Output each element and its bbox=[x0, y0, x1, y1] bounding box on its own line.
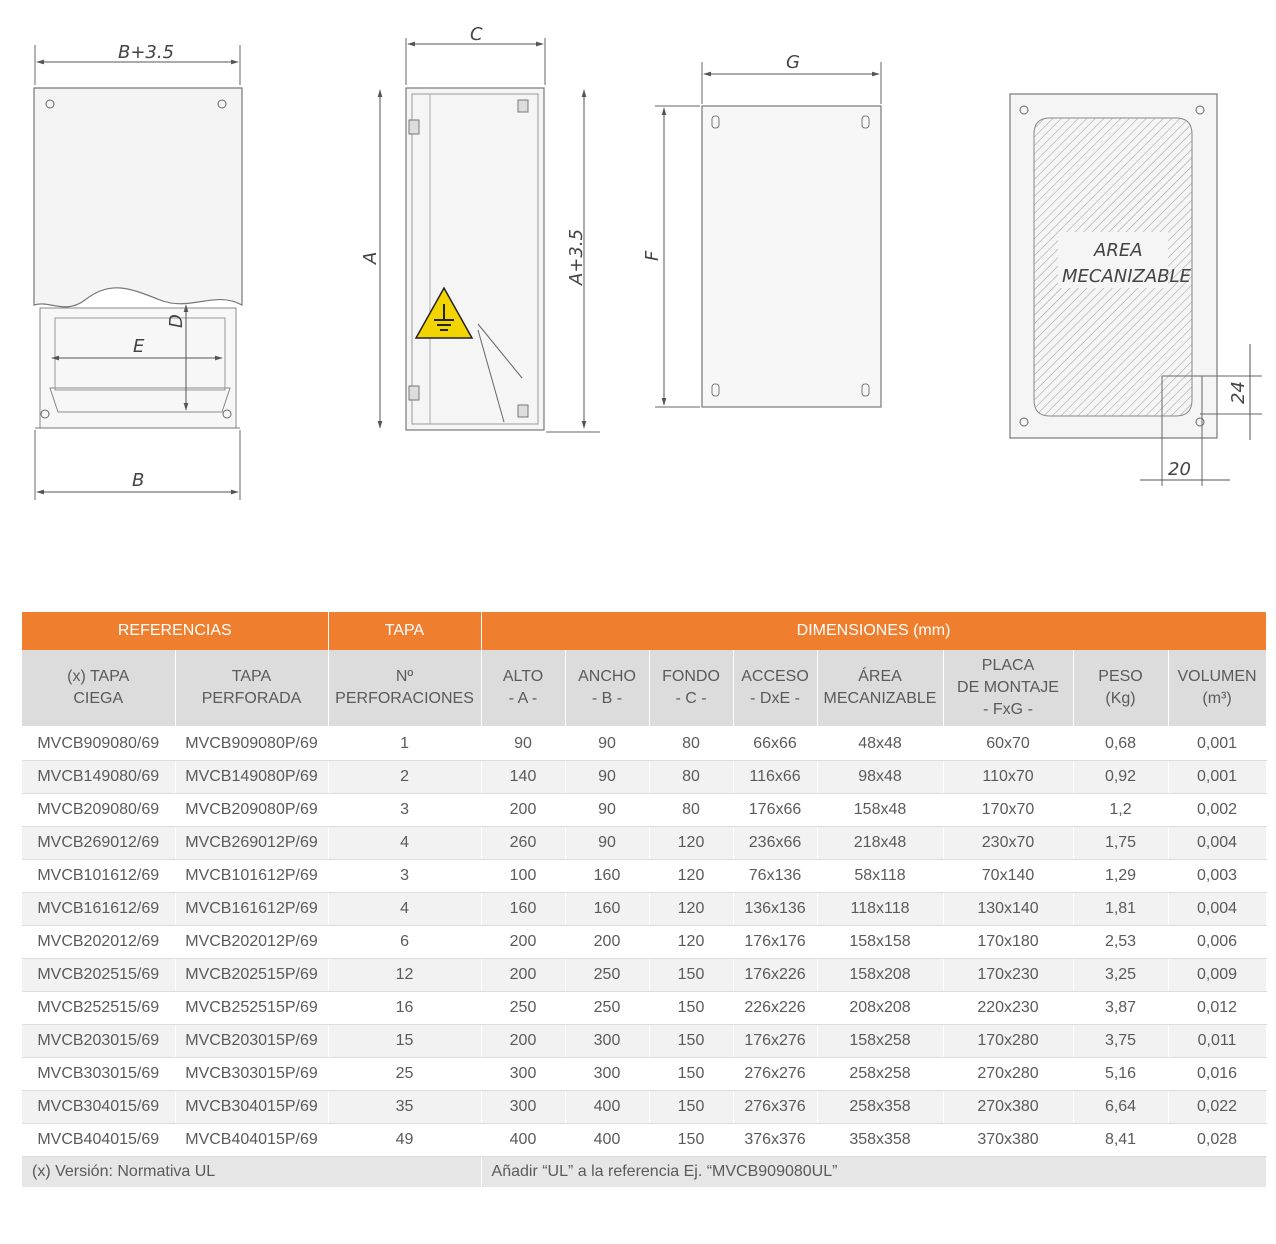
col-peso-cell: 1,75 bbox=[1073, 827, 1168, 860]
col-acceso-cell: 116x66 bbox=[733, 761, 817, 794]
col-placa-montaje-cell: 170x280 bbox=[943, 1025, 1073, 1058]
col-tapa-ciega-cell: MVCB269012/69 bbox=[22, 827, 175, 860]
col-acceso-cell: 376x376 bbox=[733, 1124, 817, 1157]
col-placa-montaje-cell: 270x280 bbox=[943, 1058, 1073, 1091]
header-referencias: REFERENCIAS bbox=[22, 612, 328, 650]
col-ancho-cell: 400 bbox=[565, 1091, 649, 1124]
col-volumen-cell: 0,004 bbox=[1168, 827, 1266, 860]
dim-a-label: A bbox=[360, 251, 381, 264]
header-line: - FxG - bbox=[983, 701, 1033, 718]
mounting-plate-drawing bbox=[642, 52, 881, 407]
col-tapa-perforada-cell: MVCB303015P/69 bbox=[175, 1058, 328, 1091]
table-row bbox=[22, 794, 1266, 827]
col-fondo-cell: 150 bbox=[649, 1124, 733, 1157]
table-row bbox=[22, 761, 1266, 794]
col-ancho-cell: 250 bbox=[565, 992, 649, 1025]
col-ancho-cell: 90 bbox=[565, 727, 649, 761]
col-peso-cell: 2,53 bbox=[1073, 926, 1168, 959]
col-ancho-header bbox=[565, 650, 649, 727]
dim-20-label: 20 bbox=[1168, 459, 1191, 480]
side-view-drawing bbox=[360, 24, 600, 432]
col-peso-cell: 5,16 bbox=[1073, 1058, 1168, 1091]
col-alto-cell: 260 bbox=[481, 827, 565, 860]
group-header-row bbox=[22, 612, 1266, 650]
col-tapa-ciega-cell: MVCB909080/69 bbox=[22, 727, 175, 761]
col-placa-montaje-cell: 70x140 bbox=[943, 860, 1073, 893]
col-placa-montaje-cell: 170x70 bbox=[943, 794, 1073, 827]
col-placa-montaje-cell: 170x180 bbox=[943, 926, 1073, 959]
dim-e-label: E bbox=[133, 336, 145, 357]
col-alto-cell: 300 bbox=[481, 1091, 565, 1124]
col-ancho-cell: 300 bbox=[565, 1025, 649, 1058]
col-tapa-ciega-header bbox=[22, 650, 175, 727]
column-header-row bbox=[22, 650, 1266, 727]
col-area-mecanizable-cell: 208x208 bbox=[817, 992, 943, 1025]
table-body bbox=[22, 727, 1266, 1157]
col-alto-cell: 200 bbox=[481, 959, 565, 992]
col-volumen-cell: 0,011 bbox=[1168, 1025, 1266, 1058]
table-row bbox=[22, 1091, 1266, 1124]
col-placa-montaje-header bbox=[943, 650, 1073, 727]
col-area-mecanizable-header bbox=[817, 650, 943, 727]
col-ancho-cell: 400 bbox=[565, 1124, 649, 1157]
col-alto-cell: 200 bbox=[481, 794, 565, 827]
col-acceso-cell: 136x136 bbox=[733, 893, 817, 926]
col-acceso-cell: 276x276 bbox=[733, 1058, 817, 1091]
col-tapa-perforada-cell: MVCB101612P/69 bbox=[175, 860, 328, 893]
col-alto-header bbox=[481, 650, 565, 727]
col-fondo-cell: 120 bbox=[649, 893, 733, 926]
col-tapa-perforada-cell: MVCB202515P/69 bbox=[175, 959, 328, 992]
col-placa-montaje-cell: 170x230 bbox=[943, 959, 1073, 992]
header-line: PLACA bbox=[981, 657, 1035, 674]
col-volumen-cell: 0,001 bbox=[1168, 761, 1266, 794]
col-area-mecanizable-cell: 158x48 bbox=[817, 794, 943, 827]
col-area-mecanizable-cell: 258x358 bbox=[817, 1091, 943, 1124]
col-tapa-perforada-cell: MVCB149080P/69 bbox=[175, 761, 328, 794]
header-line: DE MONTAJE bbox=[957, 679, 1059, 696]
col-tapa-perforada-cell: MVCB909080P/69 bbox=[175, 727, 328, 761]
col-alto-cell: 250 bbox=[481, 992, 565, 1025]
col-peso-cell: 0,92 bbox=[1073, 761, 1168, 794]
col-tapa-ciega-cell: MVCB304015/69 bbox=[22, 1091, 175, 1124]
dim-b35-label: B+3.5 bbox=[118, 42, 175, 63]
header-line: ÁREA bbox=[858, 668, 902, 685]
col-area-mecanizable-cell: 98x48 bbox=[817, 761, 943, 794]
header-line: ACCESO bbox=[741, 668, 809, 685]
col-perforaciones-cell: 15 bbox=[328, 1025, 481, 1058]
header-line: MECANIZABLE bbox=[823, 690, 937, 707]
col-alto-cell: 200 bbox=[481, 1025, 565, 1058]
col-acceso-cell: 176x66 bbox=[733, 794, 817, 827]
col-volumen-cell: 0,028 bbox=[1168, 1124, 1266, 1157]
col-peso-cell: 3,75 bbox=[1073, 1025, 1168, 1058]
col-ancho-cell: 250 bbox=[565, 959, 649, 992]
machinable-area-label-2: MECANIZABLE bbox=[1062, 266, 1191, 287]
col-tapa-perforada-cell: MVCB202012P/69 bbox=[175, 926, 328, 959]
table-row bbox=[22, 860, 1266, 893]
col-perforaciones-cell: 25 bbox=[328, 1058, 481, 1091]
dim-d-label: D bbox=[166, 314, 187, 328]
col-tapa-ciega-cell: MVCB404015/69 bbox=[22, 1124, 175, 1157]
table-row bbox=[22, 1058, 1266, 1091]
col-perforaciones-header bbox=[328, 650, 481, 727]
col-acceso-cell: 226x226 bbox=[733, 992, 817, 1025]
col-fondo-cell: 150 bbox=[649, 1091, 733, 1124]
col-area-mecanizable-cell: 158x208 bbox=[817, 959, 943, 992]
header-line: (x) TAPA bbox=[67, 668, 130, 685]
col-peso-cell: 3,25 bbox=[1073, 959, 1168, 992]
col-fondo-cell: 120 bbox=[649, 926, 733, 959]
col-perforaciones-cell: 16 bbox=[328, 992, 481, 1025]
col-fondo-cell: 120 bbox=[649, 860, 733, 893]
col-perforaciones-cell: 4 bbox=[328, 827, 481, 860]
col-tapa-perforada-cell: MVCB304015P/69 bbox=[175, 1091, 328, 1124]
table-row bbox=[22, 992, 1266, 1025]
col-tapa-ciega-cell: MVCB303015/69 bbox=[22, 1058, 175, 1091]
col-placa-montaje-cell: 60x70 bbox=[943, 727, 1073, 761]
col-area-mecanizable-cell: 58x118 bbox=[817, 860, 943, 893]
col-perforaciones-cell: 3 bbox=[328, 794, 481, 827]
col-peso-cell: 1,29 bbox=[1073, 860, 1168, 893]
col-area-mecanizable-cell: 218x48 bbox=[817, 827, 943, 860]
col-volumen-cell: 0,001 bbox=[1168, 727, 1266, 761]
note-row bbox=[22, 1157, 1266, 1188]
dimensions-table bbox=[22, 612, 1267, 1187]
machinable-area-label-1: AREA bbox=[1094, 240, 1143, 261]
col-volumen-cell: 0,016 bbox=[1168, 1058, 1266, 1091]
header-line: ALTO bbox=[502, 668, 544, 685]
col-tapa-perforada-cell: MVCB209080P/69 bbox=[175, 794, 328, 827]
table-row bbox=[22, 1124, 1266, 1157]
technical-drawings bbox=[0, 0, 1276, 540]
col-placa-montaje-cell: 270x380 bbox=[943, 1091, 1073, 1124]
header-line: TAPA bbox=[231, 668, 272, 685]
dim-c-label: C bbox=[470, 24, 483, 45]
col-peso-cell: 0,68 bbox=[1073, 727, 1168, 761]
col-fondo-cell: 150 bbox=[649, 959, 733, 992]
col-alto-cell: 400 bbox=[481, 1124, 565, 1157]
col-tapa-perforada-cell: MVCB404015P/69 bbox=[175, 1124, 328, 1157]
col-tapa-ciega-cell: MVCB252515/69 bbox=[22, 992, 175, 1025]
col-area-mecanizable-cell: 258x258 bbox=[817, 1058, 943, 1091]
col-fondo-cell: 80 bbox=[649, 727, 733, 761]
header-line: CIEGA bbox=[73, 690, 124, 707]
col-fondo-cell: 150 bbox=[649, 1058, 733, 1091]
col-placa-montaje-cell: 220x230 bbox=[943, 992, 1073, 1025]
col-peso-cell: 6,64 bbox=[1073, 1091, 1168, 1124]
col-alto-cell: 160 bbox=[481, 893, 565, 926]
col-tapa-perforada-cell: MVCB203015P/69 bbox=[175, 1025, 328, 1058]
col-tapa-ciega-cell: MVCB161612/69 bbox=[22, 893, 175, 926]
col-alto-cell: 300 bbox=[481, 1058, 565, 1091]
header-line: PERFORACIONES bbox=[335, 690, 474, 707]
col-tapa-ciega-cell: MVCB101612/69 bbox=[22, 860, 175, 893]
col-volumen-cell: 0,003 bbox=[1168, 860, 1266, 893]
header-line: FONDO bbox=[662, 668, 720, 685]
col-tapa-ciega-cell: MVCB202515/69 bbox=[22, 959, 175, 992]
col-fondo-cell: 80 bbox=[649, 761, 733, 794]
header-line: (m³) bbox=[1202, 690, 1232, 707]
col-ancho-cell: 160 bbox=[565, 860, 649, 893]
col-tapa-ciega-cell: MVCB203015/69 bbox=[22, 1025, 175, 1058]
col-peso-cell: 8,41 bbox=[1073, 1124, 1168, 1157]
col-perforaciones-cell: 3 bbox=[328, 860, 481, 893]
col-peso-cell: 3,87 bbox=[1073, 992, 1168, 1025]
table-row bbox=[22, 893, 1266, 926]
header-dimensiones: DIMENSIONES (mm) bbox=[481, 612, 1266, 650]
header-line: - C - bbox=[675, 690, 707, 707]
header-tapa: TAPA bbox=[328, 612, 481, 650]
dim-24-label: 24 bbox=[1228, 381, 1249, 404]
col-acceso-cell: 236x66 bbox=[733, 827, 817, 860]
col-fondo-cell: 80 bbox=[649, 794, 733, 827]
dim-f-label: F bbox=[642, 250, 663, 261]
header-line: PERFORADA bbox=[201, 690, 302, 707]
dim-a35-label: A+3.5 bbox=[566, 228, 587, 285]
col-acceso-cell: 176x226 bbox=[733, 959, 817, 992]
col-ancho-cell: 300 bbox=[565, 1058, 649, 1091]
header-line: ANCHO bbox=[578, 668, 636, 685]
header-line: - A - bbox=[508, 690, 538, 707]
col-fondo-header bbox=[649, 650, 733, 727]
col-area-mecanizable-cell: 358x358 bbox=[817, 1124, 943, 1157]
col-acceso-cell: 276x376 bbox=[733, 1091, 817, 1124]
col-alto-cell: 200 bbox=[481, 926, 565, 959]
col-ancho-cell: 90 bbox=[565, 827, 649, 860]
col-fondo-cell: 150 bbox=[649, 992, 733, 1025]
col-tapa-perforada-cell: MVCB252515P/69 bbox=[175, 992, 328, 1025]
col-volumen-cell: 0,002 bbox=[1168, 794, 1266, 827]
col-perforaciones-cell: 12 bbox=[328, 959, 481, 992]
col-tapa-ciega-cell: MVCB202012/69 bbox=[22, 926, 175, 959]
header-line: PESO bbox=[1098, 668, 1143, 685]
col-alto-cell: 100 bbox=[481, 860, 565, 893]
col-placa-montaje-cell: 370x380 bbox=[943, 1124, 1073, 1157]
col-alto-cell: 140 bbox=[481, 761, 565, 794]
col-placa-montaje-cell: 130x140 bbox=[943, 893, 1073, 926]
col-placa-montaje-cell: 110x70 bbox=[943, 761, 1073, 794]
col-perforaciones-cell: 6 bbox=[328, 926, 481, 959]
col-acceso-cell: 66x66 bbox=[733, 727, 817, 761]
col-volumen-cell: 0,012 bbox=[1168, 992, 1266, 1025]
col-fondo-cell: 150 bbox=[649, 1025, 733, 1058]
col-ancho-cell: 90 bbox=[565, 761, 649, 794]
table-row bbox=[22, 1025, 1266, 1058]
col-tapa-ciega-cell: MVCB149080/69 bbox=[22, 761, 175, 794]
col-volumen-cell: 0,004 bbox=[1168, 893, 1266, 926]
col-placa-montaje-cell: 230x70 bbox=[943, 827, 1073, 860]
header-line: - B - bbox=[591, 690, 623, 707]
col-area-mecanizable-cell: 158x258 bbox=[817, 1025, 943, 1058]
col-ancho-cell: 160 bbox=[565, 893, 649, 926]
col-volumen-cell: 0,009 bbox=[1168, 959, 1266, 992]
col-perforaciones-cell: 1 bbox=[328, 727, 481, 761]
col-volumen-cell: 0,022 bbox=[1168, 1091, 1266, 1124]
col-fondo-cell: 120 bbox=[649, 827, 733, 860]
col-peso-cell: 1,81 bbox=[1073, 893, 1168, 926]
header-line: Nº bbox=[395, 668, 414, 685]
col-perforaciones-cell: 49 bbox=[328, 1124, 481, 1157]
col-area-mecanizable-cell: 158x158 bbox=[817, 926, 943, 959]
dim-b-label: B bbox=[132, 470, 145, 491]
col-perforaciones-cell: 35 bbox=[328, 1091, 481, 1124]
col-alto-cell: 90 bbox=[481, 727, 565, 761]
table-row bbox=[22, 827, 1266, 860]
col-peso-header bbox=[1073, 650, 1168, 727]
col-tapa-perforada-cell: MVCB269012P/69 bbox=[175, 827, 328, 860]
col-ancho-cell: 90 bbox=[565, 794, 649, 827]
machinable-area-drawing bbox=[1010, 94, 1262, 486]
col-tapa-perforada-cell: MVCB161612P/69 bbox=[175, 893, 328, 926]
col-acceso-cell: 176x276 bbox=[733, 1025, 817, 1058]
col-volumen-header bbox=[1168, 650, 1266, 727]
col-tapa-perforada-header bbox=[175, 650, 328, 727]
header-line: VOLUMEN bbox=[1177, 668, 1257, 685]
note-right: Añadir “UL” a la referencia Ej. “MVCB909080UL” bbox=[481, 1157, 1266, 1188]
col-acceso-cell: 76x136 bbox=[733, 860, 817, 893]
front-view-drawing bbox=[34, 42, 242, 500]
col-peso-cell: 1,2 bbox=[1073, 794, 1168, 827]
col-area-mecanizable-cell: 118x118 bbox=[817, 893, 943, 926]
col-acceso-cell: 176x176 bbox=[733, 926, 817, 959]
table-row bbox=[22, 727, 1266, 761]
header-line: (Kg) bbox=[1105, 690, 1136, 707]
col-ancho-cell: 200 bbox=[565, 926, 649, 959]
col-tapa-ciega-cell: MVCB209080/69 bbox=[22, 794, 175, 827]
table-row bbox=[22, 959, 1266, 992]
col-volumen-cell: 0,006 bbox=[1168, 926, 1266, 959]
header-line: - DxE - bbox=[750, 690, 800, 707]
col-area-mecanizable-cell: 48x48 bbox=[817, 727, 943, 761]
col-perforaciones-cell: 4 bbox=[328, 893, 481, 926]
col-perforaciones-cell: 2 bbox=[328, 761, 481, 794]
dim-g-label: G bbox=[786, 52, 800, 73]
col-acceso-header bbox=[733, 650, 817, 727]
note-left: (x) Versión: Normativa UL bbox=[22, 1157, 481, 1188]
table-row bbox=[22, 926, 1266, 959]
